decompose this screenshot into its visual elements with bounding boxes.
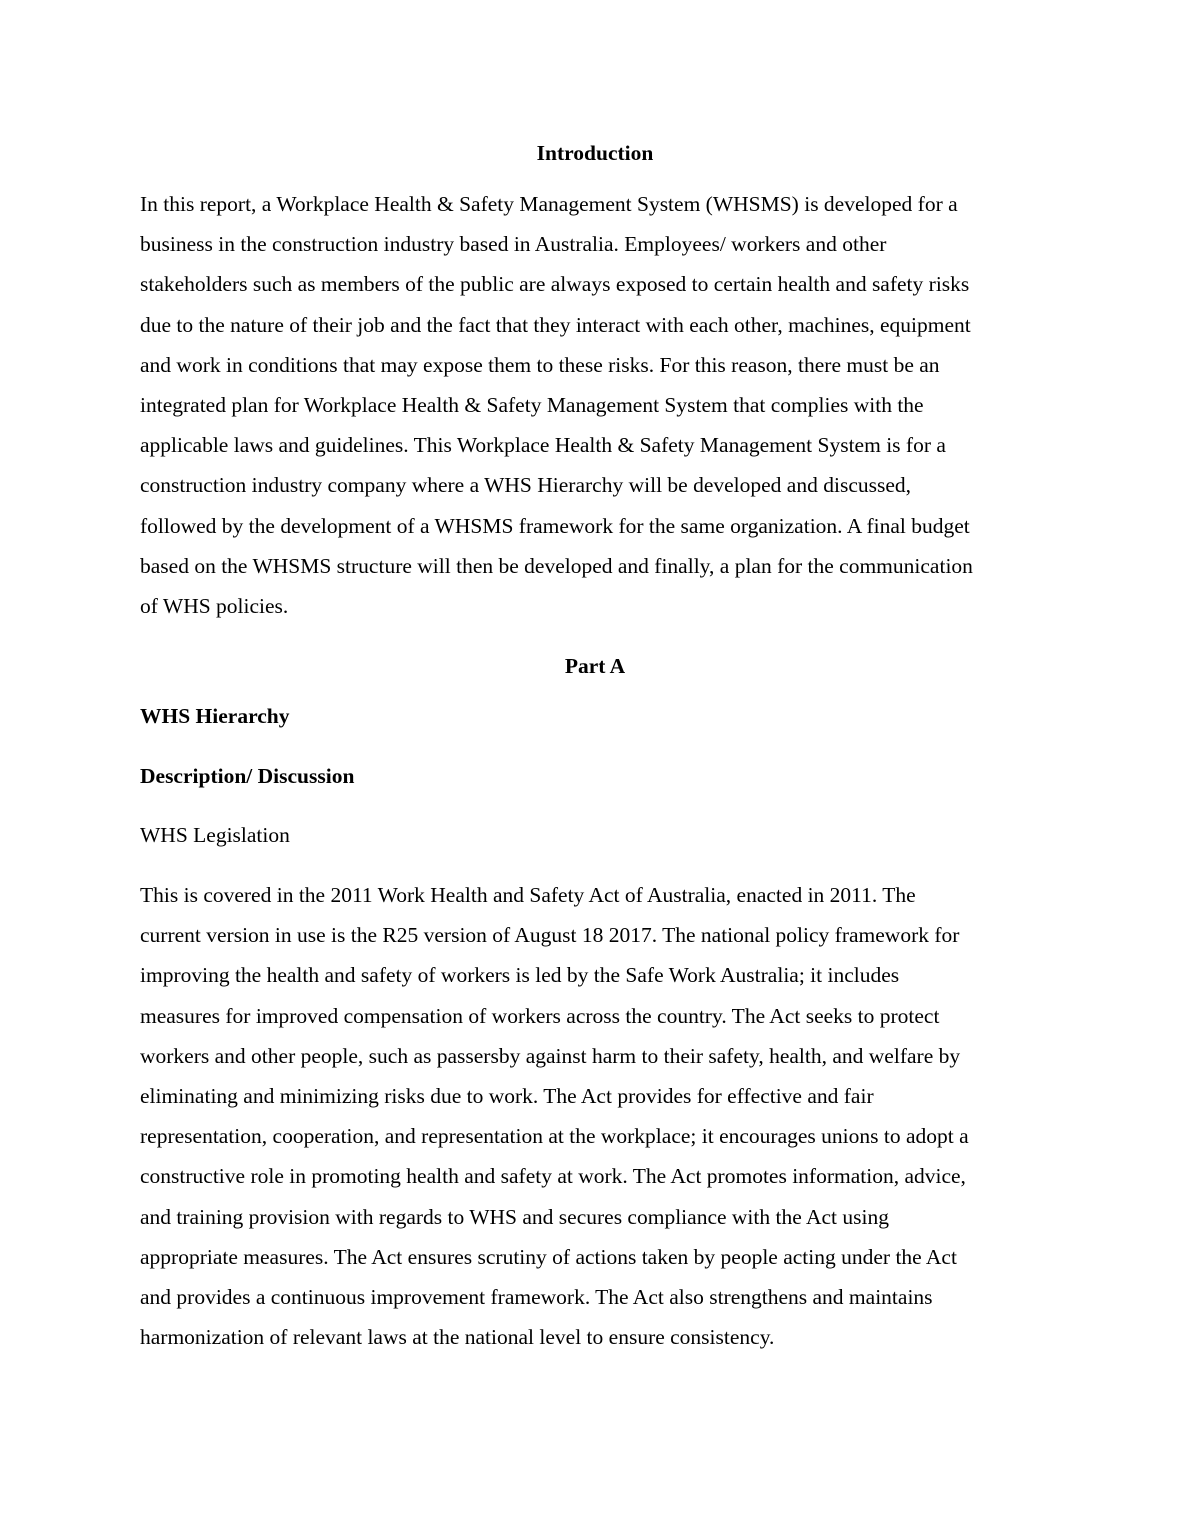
legislation-line: appropriate measures. The Act ensures scrutiny of actions taken by people acting under the Act xyxy=(140,1244,957,1269)
legislation-line: constructive role in promoting health and safety at work. The Act promotes information, advice, xyxy=(140,1164,966,1189)
intro-line: of WHS policies. xyxy=(140,594,289,619)
legislation-line: and training provision with regards to WHS and secures compliance with the Act using xyxy=(140,1204,889,1229)
legislation-line: and provides a continuous improvement framework. The Act also strengthens and maintains xyxy=(140,1285,933,1310)
legislation-line: eliminating and minimizing risks due to work. The Act provides for effective and fair xyxy=(140,1084,874,1109)
legislation-line: representation, cooperation, and representation at the workplace; it encourages unions to adopt a xyxy=(140,1124,969,1149)
legislation-line: harmonization of relevant laws at the national level to ensure consistency. xyxy=(140,1325,775,1350)
intro-heading: Introduction xyxy=(536,141,654,165)
legislation-line: workers and other people, such as passersby against harm to their safety, health, and welfare by xyxy=(140,1043,961,1068)
intro-line: stakeholders such as members of the public are always exposed to certain health and safety risks xyxy=(140,272,970,297)
legislation-line: improving the health and safety of workers is led by the Safe Work Australia; it includes xyxy=(140,963,900,988)
legislation-paragraph xyxy=(140,875,1050,1357)
part-heading: Part A xyxy=(564,654,626,678)
intro-line: construction industry company where a WHS Hierarchy will be developed and discussed, xyxy=(140,473,912,498)
intro-line: based on the WHSMS structure will then be developed and finally, a plan for the communication xyxy=(140,553,973,578)
intro-line: integrated plan for Workplace Health & Safety Management System that complies with the xyxy=(140,393,924,418)
intro-paragraph xyxy=(140,184,1050,626)
intro-line: applicable laws and guidelines. This Workplace Health & Safety Management System is for a xyxy=(140,433,946,458)
subsection-heading: Description/ Discussion xyxy=(140,764,355,788)
topic-label: WHS Legislation xyxy=(140,823,290,847)
legislation-line: current version in use is the R25 version of August 18 2017. The national policy framework for xyxy=(140,923,960,948)
section-heading: WHS Hierarchy xyxy=(140,704,290,728)
intro-line: In this report, a Workplace Health & Safety Management System (WHSMS) is developed for a xyxy=(140,192,958,216)
intro-line: business in the construction industry based in Australia. Employees/ workers and other xyxy=(140,232,887,257)
legislation-line: measures for improved compensation of workers across the country. The Act seeks to protect xyxy=(140,1003,940,1028)
intro-line: followed by the development of a WHSMS framework for the same organization. A final budget xyxy=(140,513,970,538)
intro-line: and work in conditions that may expose them to these risks. For this reason, there must be an xyxy=(140,352,940,377)
legislation-line: This is covered in the 2011 Work Health and Safety Act of Australia, enacted in 2011. The xyxy=(140,883,916,907)
intro-line: due to the nature of their job and the fact that they interact with each other, machines, equipment xyxy=(140,312,971,337)
